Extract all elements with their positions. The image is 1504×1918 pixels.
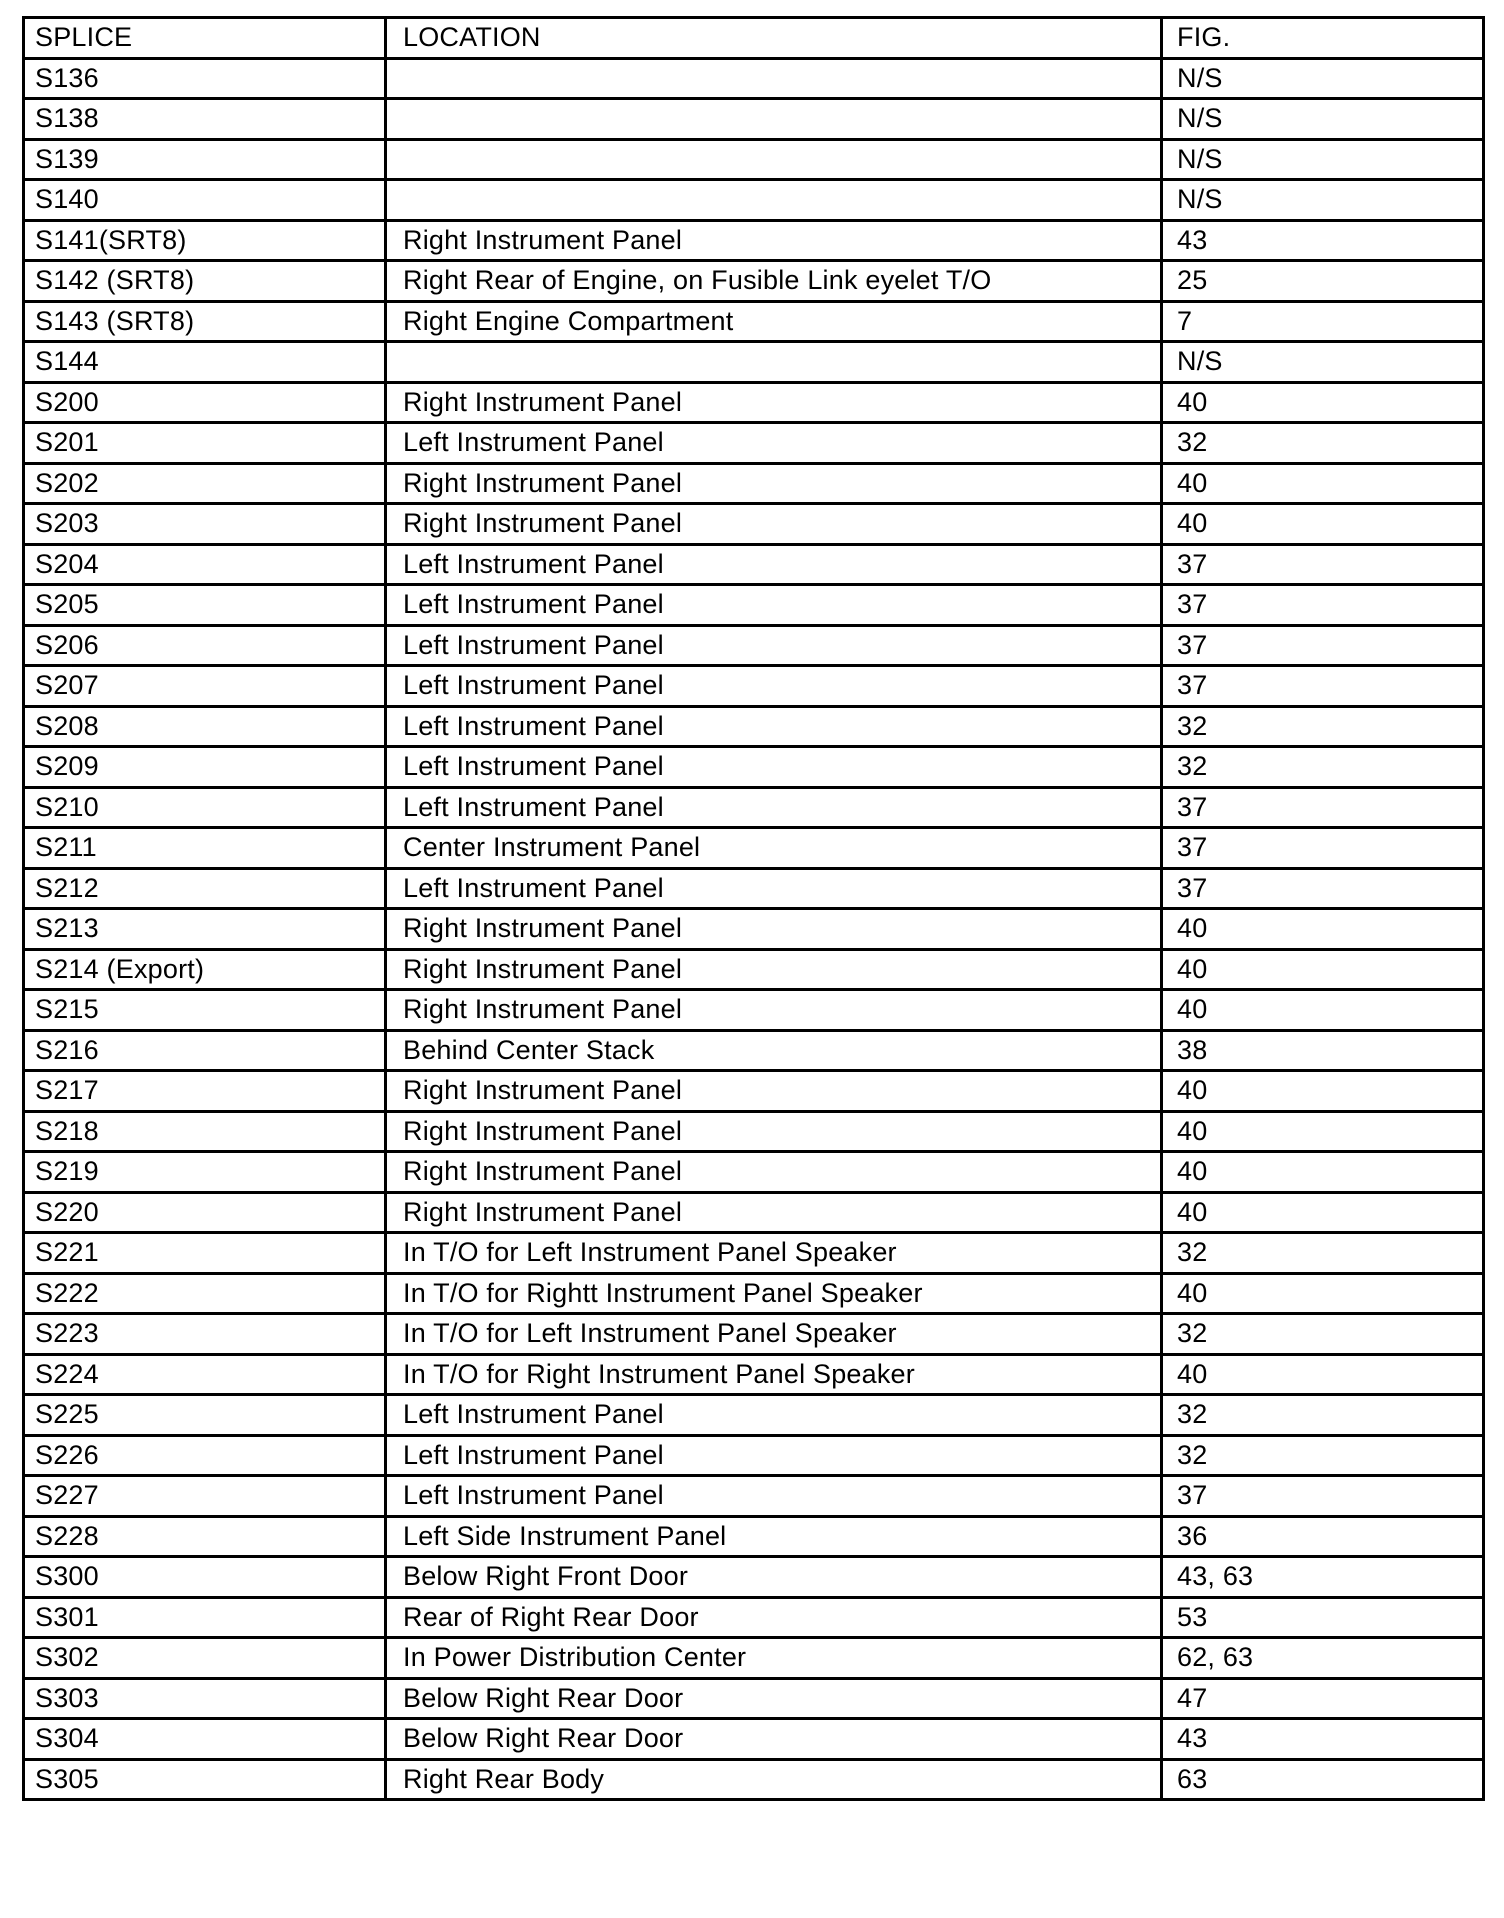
cell-splice: S301 xyxy=(24,1597,386,1638)
cell-location: Right Instrument Panel xyxy=(386,220,1162,261)
splice-table-page xyxy=(22,16,1482,1801)
cell-location: Left Side Instrument Panel xyxy=(386,1516,1162,1557)
table-row xyxy=(24,909,1484,950)
table-row xyxy=(24,1759,1484,1800)
cell-location: In T/O for Left Instrument Panel Speaker xyxy=(386,1314,1162,1355)
cell-location: Right Instrument Panel xyxy=(386,504,1162,545)
cell-splice: S217 xyxy=(24,1071,386,1112)
cell-fig: 37 xyxy=(1162,666,1484,707)
cell-fig: 47 xyxy=(1162,1678,1484,1719)
cell-location: In T/O for Right Instrument Panel Speaker xyxy=(386,1354,1162,1395)
cell-fig: N/S xyxy=(1162,139,1484,180)
cell-fig: 40 xyxy=(1162,463,1484,504)
table-row xyxy=(24,666,1484,707)
cell-splice: S207 xyxy=(24,666,386,707)
table-row xyxy=(24,139,1484,180)
cell-location: Right Instrument Panel xyxy=(386,463,1162,504)
cell-location: Right Instrument Panel xyxy=(386,909,1162,950)
cell-splice: S208 xyxy=(24,706,386,747)
cell-fig: 40 xyxy=(1162,504,1484,545)
table-body xyxy=(24,58,1484,1800)
cell-splice: S220 xyxy=(24,1192,386,1233)
cell-splice: S304 xyxy=(24,1719,386,1760)
table-row xyxy=(24,342,1484,383)
cell-splice: S204 xyxy=(24,544,386,585)
cell-fig: 32 xyxy=(1162,423,1484,464)
cell-location: In T/O for Rightt Instrument Panel Speaker xyxy=(386,1273,1162,1314)
cell-fig: 37 xyxy=(1162,787,1484,828)
cell-location: Below Right Front Door xyxy=(386,1557,1162,1598)
cell-fig: 37 xyxy=(1162,1476,1484,1517)
cell-location: Left Instrument Panel xyxy=(386,1395,1162,1436)
table-row xyxy=(24,1111,1484,1152)
cell-splice: S300 xyxy=(24,1557,386,1598)
table-row xyxy=(24,99,1484,140)
cell-splice: S139 xyxy=(24,139,386,180)
cell-location: Right Engine Compartment xyxy=(386,301,1162,342)
cell-splice: S226 xyxy=(24,1435,386,1476)
cell-location: Left Instrument Panel xyxy=(386,1476,1162,1517)
cell-splice: S209 xyxy=(24,747,386,788)
cell-fig: 40 xyxy=(1162,1192,1484,1233)
table-row xyxy=(24,58,1484,99)
cell-splice: S136 xyxy=(24,58,386,99)
cell-location xyxy=(386,342,1162,383)
cell-splice: S223 xyxy=(24,1314,386,1355)
cell-splice: S210 xyxy=(24,787,386,828)
cell-splice: S302 xyxy=(24,1638,386,1679)
table-row xyxy=(24,868,1484,909)
cell-location: Left Instrument Panel xyxy=(386,747,1162,788)
cell-splice: S227 xyxy=(24,1476,386,1517)
cell-fig: N/S xyxy=(1162,180,1484,221)
cell-fig: N/S xyxy=(1162,99,1484,140)
cell-location: Right Rear of Engine, on Fusible Link eyelet T/O xyxy=(386,261,1162,302)
table-row xyxy=(24,1152,1484,1193)
cell-splice: S222 xyxy=(24,1273,386,1314)
table-row xyxy=(24,1395,1484,1436)
cell-location: Below Right Rear Door xyxy=(386,1678,1162,1719)
cell-fig: 40 xyxy=(1162,990,1484,1031)
cell-splice: S305 xyxy=(24,1759,386,1800)
table-row xyxy=(24,747,1484,788)
table-row xyxy=(24,1719,1484,1760)
table-row xyxy=(24,180,1484,221)
cell-fig: 43 xyxy=(1162,1719,1484,1760)
table-row xyxy=(24,1030,1484,1071)
cell-location: Left Instrument Panel xyxy=(386,625,1162,666)
cell-location xyxy=(386,99,1162,140)
table-row xyxy=(24,828,1484,869)
cell-fig: 40 xyxy=(1162,1152,1484,1193)
cell-location: Left Instrument Panel xyxy=(386,868,1162,909)
table-row xyxy=(24,1233,1484,1274)
cell-fig: 63 xyxy=(1162,1759,1484,1800)
cell-fig: N/S xyxy=(1162,58,1484,99)
cell-splice: S214 (Export) xyxy=(24,949,386,990)
cell-location xyxy=(386,58,1162,99)
cell-fig: 40 xyxy=(1162,1354,1484,1395)
cell-location: Rear of Right Rear Door xyxy=(386,1597,1162,1638)
cell-splice: S205 xyxy=(24,585,386,626)
cell-location: Center Instrument Panel xyxy=(386,828,1162,869)
cell-fig: 43, 63 xyxy=(1162,1557,1484,1598)
cell-splice: S144 xyxy=(24,342,386,383)
cell-location: Right Instrument Panel xyxy=(386,1071,1162,1112)
header-fig: FIG. xyxy=(1162,18,1484,59)
table-row xyxy=(24,423,1484,464)
cell-location: Left Instrument Panel xyxy=(386,544,1162,585)
table-row xyxy=(24,1678,1484,1719)
cell-fig: 62, 63 xyxy=(1162,1638,1484,1679)
cell-location: Left Instrument Panel xyxy=(386,423,1162,464)
cell-fig: 32 xyxy=(1162,1395,1484,1436)
cell-location: Left Instrument Panel xyxy=(386,787,1162,828)
cell-fig: 53 xyxy=(1162,1597,1484,1638)
cell-fig: 32 xyxy=(1162,747,1484,788)
cell-location: Below Right Rear Door xyxy=(386,1719,1162,1760)
cell-fig: 40 xyxy=(1162,1273,1484,1314)
cell-splice: S219 xyxy=(24,1152,386,1193)
cell-fig: 32 xyxy=(1162,706,1484,747)
cell-splice: S212 xyxy=(24,868,386,909)
cell-splice: S224 xyxy=(24,1354,386,1395)
cell-location: Left Instrument Panel xyxy=(386,666,1162,707)
cell-location: Right Instrument Panel xyxy=(386,949,1162,990)
splice-location-table xyxy=(22,16,1485,1801)
cell-location: Right Rear Body xyxy=(386,1759,1162,1800)
cell-fig: 32 xyxy=(1162,1233,1484,1274)
table-row xyxy=(24,301,1484,342)
cell-fig: 37 xyxy=(1162,585,1484,626)
cell-fig: 7 xyxy=(1162,301,1484,342)
cell-splice: S143 (SRT8) xyxy=(24,301,386,342)
table-row xyxy=(24,463,1484,504)
cell-splice: S206 xyxy=(24,625,386,666)
cell-fig: 40 xyxy=(1162,949,1484,990)
table-row xyxy=(24,220,1484,261)
cell-location: Right Instrument Panel xyxy=(386,990,1162,1031)
table-row xyxy=(24,1071,1484,1112)
cell-splice: S215 xyxy=(24,990,386,1031)
cell-splice: S201 xyxy=(24,423,386,464)
cell-location: Left Instrument Panel xyxy=(386,1435,1162,1476)
table-row xyxy=(24,1435,1484,1476)
cell-fig: 38 xyxy=(1162,1030,1484,1071)
cell-location: Right Instrument Panel xyxy=(386,1111,1162,1152)
cell-splice: S211 xyxy=(24,828,386,869)
cell-splice: S225 xyxy=(24,1395,386,1436)
cell-location: Left Instrument Panel xyxy=(386,706,1162,747)
cell-fig: 37 xyxy=(1162,625,1484,666)
cell-fig: 25 xyxy=(1162,261,1484,302)
cell-splice: S140 xyxy=(24,180,386,221)
cell-fig: 37 xyxy=(1162,868,1484,909)
cell-fig: 36 xyxy=(1162,1516,1484,1557)
cell-splice: S221 xyxy=(24,1233,386,1274)
cell-location: In T/O for Left Instrument Panel Speaker xyxy=(386,1233,1162,1274)
cell-location: Left Instrument Panel xyxy=(386,585,1162,626)
cell-splice: S142 (SRT8) xyxy=(24,261,386,302)
table-row xyxy=(24,1476,1484,1517)
cell-splice: S218 xyxy=(24,1111,386,1152)
cell-splice: S200 xyxy=(24,382,386,423)
table-row xyxy=(24,261,1484,302)
table-row xyxy=(24,1273,1484,1314)
table-row xyxy=(24,706,1484,747)
table-header-row xyxy=(24,18,1484,59)
header-location: LOCATION xyxy=(386,18,1162,59)
cell-location: Behind Center Stack xyxy=(386,1030,1162,1071)
cell-location: Right Instrument Panel xyxy=(386,1152,1162,1193)
table-row xyxy=(24,1638,1484,1679)
cell-splice: S203 xyxy=(24,504,386,545)
table-row xyxy=(24,504,1484,545)
cell-fig: 37 xyxy=(1162,828,1484,869)
cell-fig: 40 xyxy=(1162,909,1484,950)
table-row xyxy=(24,382,1484,423)
table-row xyxy=(24,1354,1484,1395)
cell-splice: S228 xyxy=(24,1516,386,1557)
table-row xyxy=(24,949,1484,990)
table-row xyxy=(24,625,1484,666)
table-row xyxy=(24,990,1484,1031)
cell-fig: 37 xyxy=(1162,544,1484,585)
table-row xyxy=(24,585,1484,626)
table-row xyxy=(24,1557,1484,1598)
cell-fig: 40 xyxy=(1162,382,1484,423)
table-row xyxy=(24,1314,1484,1355)
cell-location xyxy=(386,139,1162,180)
cell-location: In Power Distribution Center xyxy=(386,1638,1162,1679)
cell-location: Right Instrument Panel xyxy=(386,382,1162,423)
cell-splice: S216 xyxy=(24,1030,386,1071)
cell-fig: N/S xyxy=(1162,342,1484,383)
cell-splice: S303 xyxy=(24,1678,386,1719)
header-splice: SPLICE xyxy=(24,18,386,59)
cell-splice: S202 xyxy=(24,463,386,504)
cell-fig: 40 xyxy=(1162,1071,1484,1112)
cell-splice: S141(SRT8) xyxy=(24,220,386,261)
cell-splice: S213 xyxy=(24,909,386,950)
table-row xyxy=(24,1516,1484,1557)
cell-fig: 32 xyxy=(1162,1435,1484,1476)
cell-splice: S138 xyxy=(24,99,386,140)
table-row xyxy=(24,787,1484,828)
table-row xyxy=(24,1597,1484,1638)
cell-fig: 43 xyxy=(1162,220,1484,261)
cell-fig: 40 xyxy=(1162,1111,1484,1152)
table-row xyxy=(24,1192,1484,1233)
cell-location xyxy=(386,180,1162,221)
cell-location: Right Instrument Panel xyxy=(386,1192,1162,1233)
table-row xyxy=(24,544,1484,585)
cell-fig: 32 xyxy=(1162,1314,1484,1355)
